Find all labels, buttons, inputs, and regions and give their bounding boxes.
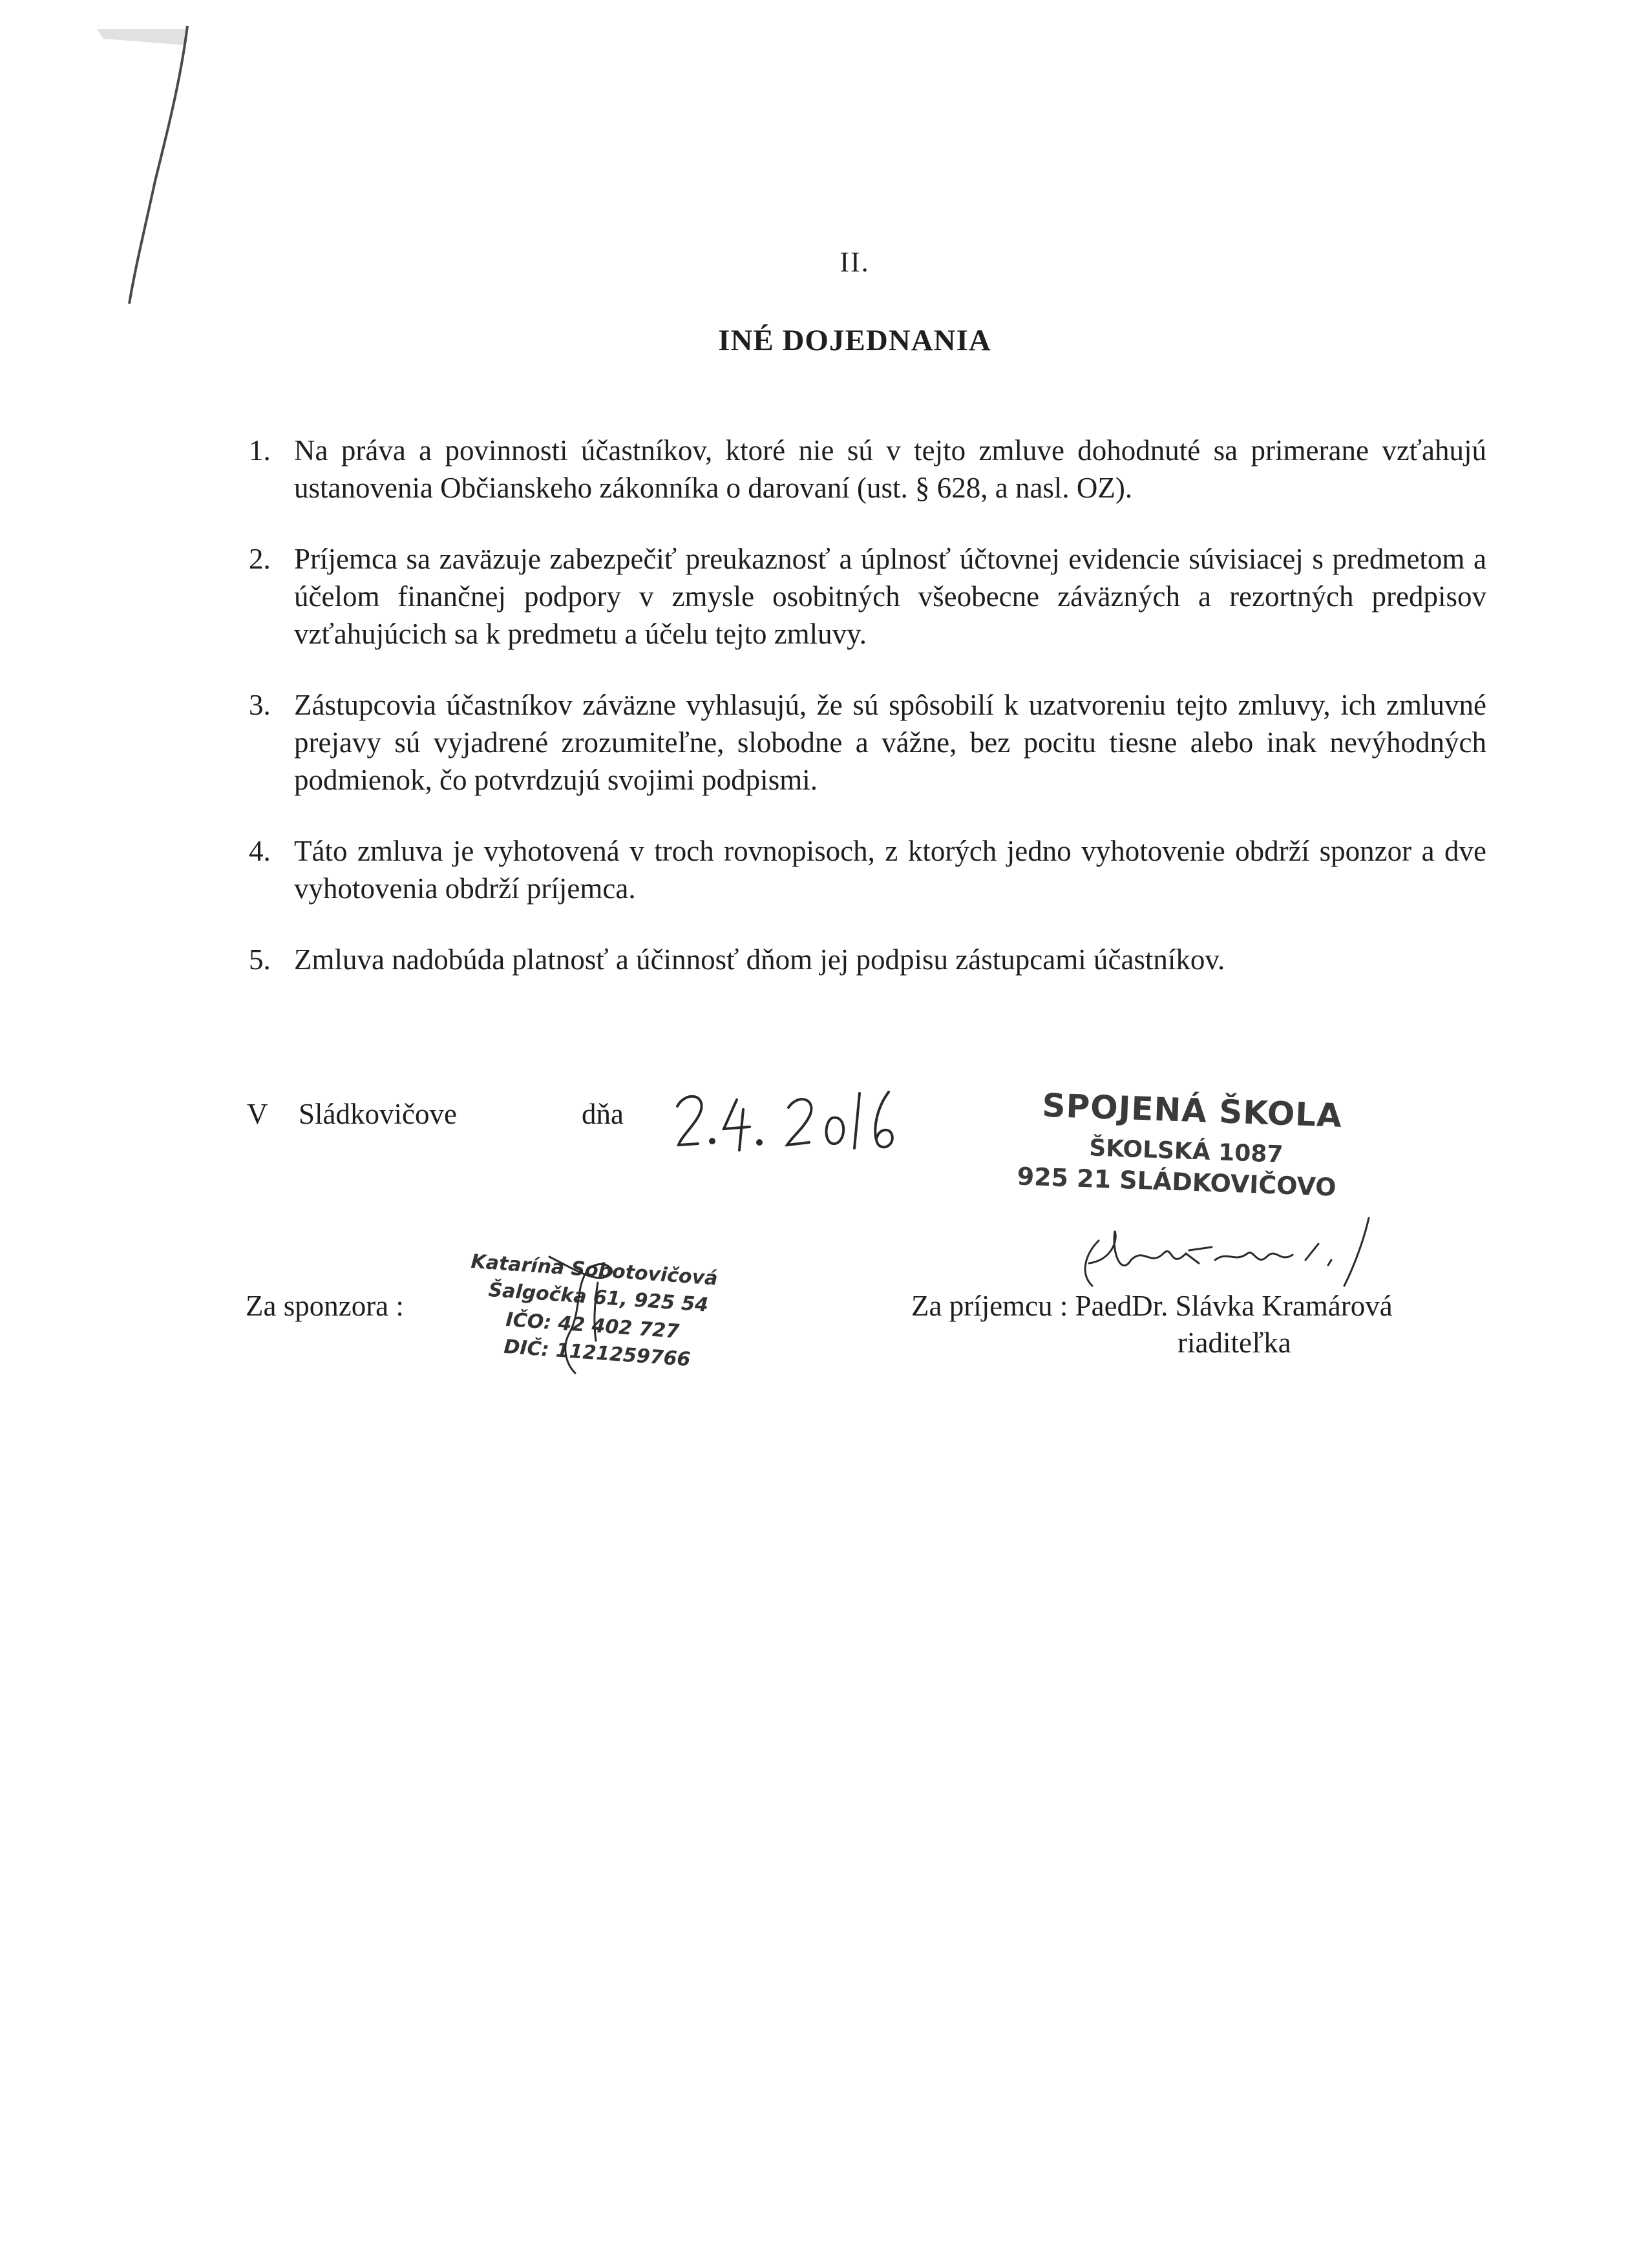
date-label: dňa	[582, 1098, 624, 1130]
clause-number: 2.	[249, 543, 271, 575]
clause-item	[239, 432, 1486, 507]
clause-text: Táto zmluva je vyhotovená v troch rovnopisoch, z ktorých jedno vyhotovenie obdrží sponzor a dve vyhotovenia obdrží príjemca.	[294, 835, 1486, 905]
clause-number: 5.	[249, 943, 271, 976]
handwritten-date	[672, 1080, 905, 1158]
sponsor-label: Za sponzora :	[246, 1290, 404, 1322]
stamp-sponsor-dic: DIČ: 1121259766	[503, 1335, 692, 1371]
section-title: INÉ DOJEDNANIA	[718, 324, 991, 357]
stamp-school-street: ŠKOLSKÁ 1087	[1088, 1135, 1284, 1168]
clause-item	[239, 686, 1486, 799]
clause-text: Zmluva nadobúda platnosť a účinnosť dňom jej podpisu zástupcami účastníkov.	[294, 943, 1225, 976]
place-name: Sládkovičove	[299, 1098, 457, 1130]
clause-number: 1.	[249, 434, 271, 467]
stamp-sponsor-name: Katarína Sobotovičová	[470, 1250, 719, 1290]
place-prefix: V	[247, 1098, 268, 1130]
sponsor-signature	[536, 1250, 640, 1380]
clause-text: Príjemca sa zaväzuje zabezpečiť preukaznosť a úplnosť účtovnej evidencie súvisiacej s predmetom a účelom finančnej podpory v zmysle osobitných všeobecne záväzných a rezortných predpisov vzťahujúcich sa k predmetu a účelu tejto zmluvy.	[294, 543, 1486, 650]
stamp-sponsor-address: Šalgočka 61, 925 54	[487, 1278, 710, 1317]
section-number: II.	[840, 246, 870, 278]
recipient-signature	[1060, 1215, 1370, 1299]
school-stamp	[1013, 1086, 1379, 1227]
clause-text: Na práva a povinnosti účastníkov, ktoré nie sú v tejto zmluve dohodnuté sa primerane vzťahujú ustanovenia Občianskeho zákonníka o darovaní (ust. § 628, a nasl. OZ).	[294, 434, 1486, 504]
recipient-label: Za príjemcu : PaedDr. Slávka Kramárová	[911, 1290, 1393, 1322]
clause-item	[239, 832, 1486, 907]
stamp-school-name: SPOJENÁ ŠKOLA	[1041, 1086, 1343, 1135]
clause-text: Zástupcovia účastníkov záväzne vyhlasujú, že sú spôsobilí k uzatvoreniu tejto zmluvy, ich zmluvné prejavy sú vyjadrené zrozumiteľne, slobodne a vážne, bez pocitu tiesne alebo inak nevýhodných podmienok, čo potvrdzujú svojimi podpismi.	[294, 689, 1486, 796]
recipient-role: riaditeľka	[1178, 1327, 1291, 1359]
stamp-sponsor-ico: IČO: 42 402 727	[505, 1308, 681, 1343]
clauses-list	[239, 432, 1486, 1012]
stamp-school-city: 925 21 SLÁDKOVIČOVO	[1017, 1162, 1337, 1202]
clause-number: 3.	[249, 689, 271, 721]
clause-number: 4.	[249, 835, 271, 867]
clause-item	[239, 540, 1486, 653]
clause-item	[239, 941, 1486, 978]
